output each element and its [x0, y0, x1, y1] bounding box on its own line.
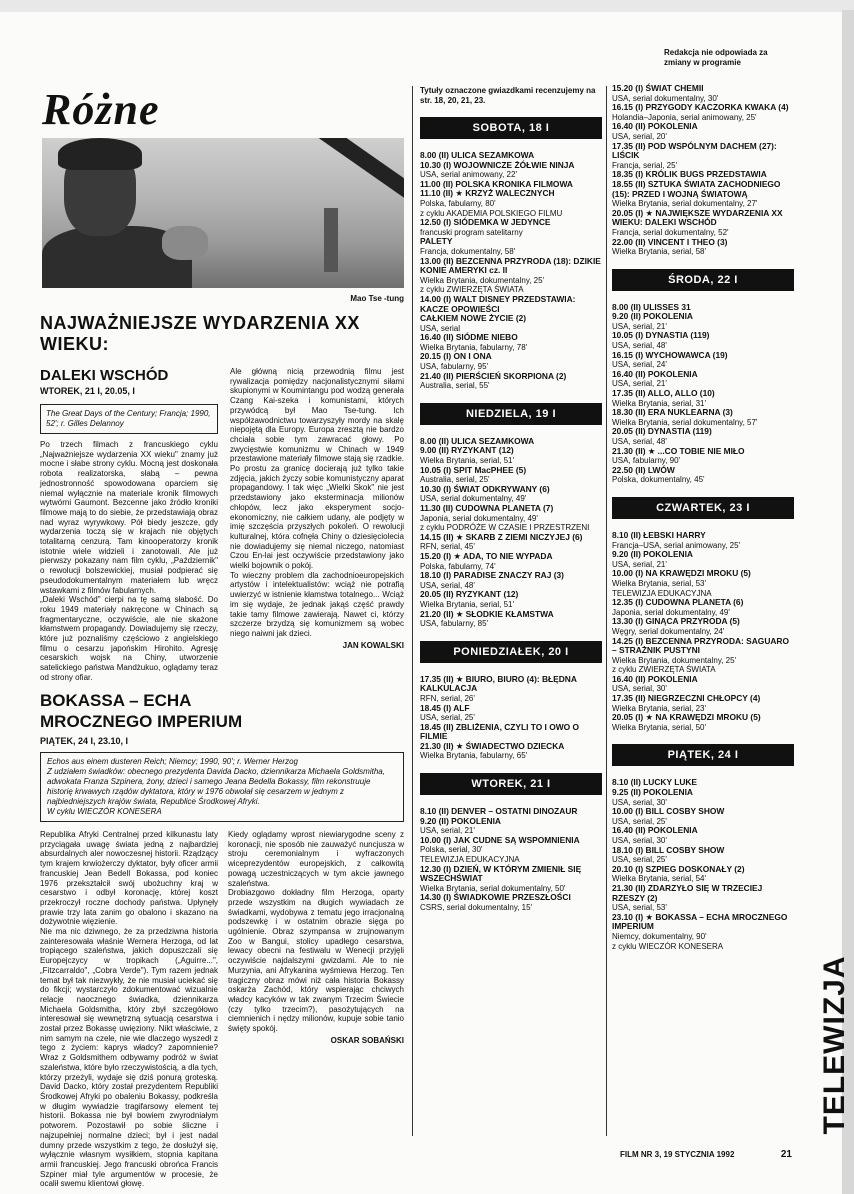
article1-right-column [230, 367, 404, 650]
program-title: 21.20 (II) ★ SŁODKIE KŁAMSTWA [420, 608, 554, 619]
program-title: 13.30 (I) GINĄCA PRZYRODA (5) [612, 616, 740, 627]
program-item [420, 295, 602, 314]
articles-column [38, 85, 404, 682]
program-item [420, 836, 602, 865]
program-description: Wielka Brytania, serial dokumentalny, 50' [420, 883, 566, 893]
program-item [420, 533, 602, 552]
program-item [612, 312, 794, 331]
program-item [420, 352, 602, 371]
program-item [420, 610, 602, 629]
program-title: 16.40 (II) POKOLENIA [612, 368, 698, 379]
program-item [420, 372, 602, 391]
program-item [612, 884, 794, 913]
program-description: Francja, serial dokumentalny, 52' [612, 227, 729, 237]
program-item [420, 257, 602, 295]
photo-figure-cap [58, 138, 142, 170]
day-header: WTOREK, 21 I [420, 773, 602, 795]
program-title: 15.20 (I) ★ ADA, TO NIE WYPADA [420, 550, 553, 561]
program-item [612, 531, 794, 550]
scan-top-edge [0, 0, 854, 12]
program-item [612, 694, 794, 713]
program-description: USA, serial, 30' [612, 684, 667, 694]
program-item [420, 218, 602, 237]
program-item [612, 370, 794, 389]
tv-listing-column-2 [612, 84, 794, 951]
article2-left-column [40, 830, 218, 1189]
article1-author: JAN KOWALSKI [342, 640, 404, 650]
article2-infobox: Echos aus einem dusteren Reich; Niemcy; 1990, 90'; r. Werner Herzog Z udziałem świadków: obecnego prezydenta Davida Dacko, dziennikarza Michaela Goldsmitha, adwokata Franza Szpinera, żony, dzieci i samego Jeana Bedella Bokassy, film rekonstruuje historię krwawych rządów dyktatora, który w 1976 obwołał się cesarzem w jednym z najbiedniejszych krajów świata, Republice Środkowej Afryki. W cyklu WIECZÓR KONESERA [40, 752, 404, 822]
program-item [612, 569, 794, 598]
program-title: 10.00 (I) NA KRAWĘDZI MROKU (5) [612, 568, 751, 579]
program-item [420, 723, 602, 742]
program-description: USA, fabularny, 85' [420, 619, 489, 629]
program-item [612, 238, 794, 257]
program-description: RFN, serial, 26' [420, 693, 475, 703]
program-title: 17.35 (II) POD WSPÓLNYM DACHEM (27): LIŚCIK [612, 140, 777, 161]
program-title: 18.45 (II) ZBLIŻENIA, CZYLI TO I OWO O FILMIE [420, 721, 579, 742]
program-description: USA, serial, 25' [612, 855, 667, 865]
article1-title: DALEKI WSCHÓD [40, 367, 169, 384]
program-item [612, 122, 794, 141]
program-item [612, 142, 794, 171]
program-item [420, 333, 602, 352]
article2-right-column [228, 830, 404, 1045]
program-description: USA, serial, 21' [612, 559, 667, 569]
program-item [612, 617, 794, 636]
tv-listing-column-1 [420, 86, 602, 913]
program-title: 11.30 (II) CUDOWNA PLANETA (7) [420, 503, 554, 513]
program-title: 16.15 (I) WYCHOWAWCA (19) [612, 349, 728, 360]
program-description: USA, serial animowany, 22' [420, 170, 517, 180]
program-description: CSRS, serial dokumentalny, 15' [420, 903, 533, 912]
program-title: 12.30 (I) DZIEŃ, W KTÓRYM ZMIENIŁ SIĘ WSZECHŚWIAT [420, 863, 582, 884]
program-description: Francja, dokumentalny, 58' [420, 246, 516, 256]
program-description: USA, serial [420, 323, 461, 333]
program-title: 16.15 (I) PRZYGODY KACZORKA KWAKA (4) [612, 102, 789, 113]
program-item [612, 103, 794, 122]
program-title: 20.10 (I) SZPIEG DOSKONAŁY (2) [612, 863, 745, 874]
program-title: 10.00 (I) BILL COSBY SHOW [612, 806, 725, 817]
program-description: USA, fabularny, 95' [420, 362, 489, 372]
program-title: 8.00 (II) ULICA SEZAMKOWA [420, 150, 535, 160]
program-item [420, 314, 602, 333]
program-title: 18.10 (I) BILL COSBY SHOW [612, 844, 725, 855]
program-title: 10.30 (I) ŚWIAT ODKRYWANY (6) [420, 483, 550, 494]
program-title: 18.35 (I) KRÓLIK BUGS PRZEDSTAWIA [612, 169, 767, 180]
program-description: Wielka Brytania, serial, 53' TELEWIZJA EDUKACYJNA [612, 578, 712, 598]
page-footer [620, 1150, 796, 1159]
article2-date: PIĄTEK, 24 I, 23.10, I [40, 736, 129, 746]
program-description: USA, serial, 24' [612, 360, 667, 370]
program-description: Japonia, serial dokumentalny, 49' [612, 607, 730, 617]
program-description: Wielka Brytania, fabularny, 65' [420, 751, 528, 761]
program-description: Wielka Brytania, serial, 23' [612, 703, 707, 713]
program-title: 21.30 (II) ★ ...CO TOBIE NIE MIŁO [612, 445, 745, 456]
program-item [420, 817, 602, 836]
program-item [420, 446, 602, 465]
program-title: 14.30 (I) ŚWIADKOWIE PRZESZŁOŚCI [420, 892, 571, 903]
program-description: Niemcy, dokumentalny, 90' z cyklu WIECZÓR KONESERA [612, 931, 724, 951]
program-item [420, 590, 602, 609]
program-description: RFN, serial, 45' [420, 542, 475, 552]
program-item [612, 826, 794, 845]
program-item [612, 637, 794, 675]
program-item [420, 704, 602, 723]
program-description: USA, serial, 21' [612, 379, 667, 389]
program-title: 14.25 (I) BEZCENNA PRZYRODA: SAGUARO – STRAŻNIK PUSTYNI [612, 635, 789, 656]
program-title: 20.05 (II) RYZYKANT (12) [420, 589, 519, 600]
program-title: 21.30 (II) ZDARZYŁO SIĘ W TRZECIEJ RZESZY (2) [612, 882, 763, 903]
program-title: 18.45 (I) ALF [420, 702, 470, 713]
program-description: USA, fabularny, 90' [612, 456, 681, 466]
program-description: USA, serial, 48' [612, 341, 667, 351]
program-item [612, 180, 794, 209]
photo-tower [324, 208, 338, 272]
day-header: ŚRODA, 22 I [612, 269, 794, 291]
program-description: Polska, fabularny, 74' [420, 561, 496, 571]
day-header: PONIEDZIAŁEK, 20 I [420, 641, 602, 663]
program-item [612, 865, 794, 884]
photo-mourning-sash [310, 138, 404, 201]
article2-paragraph-3: Kiedy oglądamy wprost niewiarygodne sceny z koronacji, nie sposób nie zauważyć nuncjusza w stroju ceremonialnym i wyfraczonych wiceprezydentów europejskich, z całkowitą powagą uczestniczących w tym akcie jawnego szaleństwa. [228, 830, 404, 888]
program-description: Australia, serial, 55' [420, 381, 490, 391]
program-item [612, 447, 794, 466]
program-title: 9.00 (II) RYZYKANT (12) [420, 445, 514, 456]
section-title: Różne [42, 85, 160, 134]
disclaimer: Redakcja nie odpowiada za zmiany w programie [664, 48, 768, 67]
article1-infobox: The Great Days of the Century; Francja; 1990, 52'; r. Gilles Delannoy [40, 404, 218, 434]
program-title: 20.05 (I) ★ NAJWIĘKSZE WYDARZENIA XX WIEKU: DALEKI WSCHÓD [612, 207, 783, 228]
program-title: 14.15 (II) ★ SKARB Z ZIEMI NICZYJEJ (6) [420, 531, 583, 542]
program-title: 22.50 (II) LWÓW [612, 464, 675, 475]
side-label [820, 940, 850, 1150]
program-description: Wielka Brytania, dokumentalny, 25' z cyklu ZWIERZĘTA ŚWIATA [612, 655, 737, 675]
program-description: Wielka Brytania, serial, 54' [612, 874, 707, 884]
series-title: NAJWAŻNIEJSZE WYDARZENIA XX WIEKU: [40, 313, 360, 354]
program-title: 16.40 (II) POKOLENIA [612, 825, 698, 836]
program-description: USA, serial, 21' [612, 321, 667, 331]
program-description: Wielka Brytania, dokumentalny, 25' z cyklu ZWIERZĘTA ŚWIATA [420, 275, 545, 295]
program-title: 16.40 (II) POKOLENIA [612, 673, 698, 684]
program-title: 9.25 (II) POKOLENIA [612, 787, 693, 798]
program-description: Wielka Brytania, serial, 51' [420, 456, 515, 466]
program-item [420, 571, 602, 590]
program-title: 10.05 (I) SPIT MacPHEE (5) [420, 464, 527, 475]
program-description: Węgry, serial dokumentalny, 24' [612, 626, 725, 636]
program-description: Polska, fabularny, 80' z cyklu AKADEMIA POLSKIEGO FILMU [420, 198, 563, 218]
program-title: 16.40 (II) POKOLENIA [612, 121, 698, 132]
article2-paragraph-4: Drobiazgowo dokładny film Herzoga, oparty przede wszystkim na długich wywiadach ze świadkami, wydobywa z tematu jego irracjonalną podszewkę i w ostatnim obrazie sięga po ugólnienie. Obraz szympansa w zrujnowanym Zoo w Bangui, stolicy upadłego cesarstwa, lewacy obecni na festiwalu w Wenecji przyjęli oczywiście najdalszymi gwizdami. Ale to nie Murzynia, ani Afrykanina wyśmiewa Herzog. Ten tragiczny obraz mówi niż cała historia Bokassy oskarża Zachód, który wspierając chciwych władcy kacyków w tak zwanym Trzecim Świecie (czy tylko trzecim?), pasożytujących na ciemnienich i nędzy milionów, kupuje sobie tanio święty spokój. [228, 888, 404, 1034]
program-item [612, 846, 794, 865]
program-item [420, 237, 602, 256]
photo-caption: Mao Tse -tung [350, 294, 404, 303]
program-title: 9.20 (II) POKOLENIA [612, 549, 693, 560]
program-item [420, 552, 602, 571]
article1-paragraph-1: Po trzech filmach z francuskiego cyklu „Najważniejsze wydarzenia XX wieku" znamy już mocne i słabe strony cyklu. Mocną jest doskonała robota realizatorska, słabą – pewna jednostronność spowodowana oparciem się niemal wyłącznie na materiale kronik filmowych wytwórni Gaumont. Bezcenne jako źródło kroniki filmowe mają to do siebie, że przedstawiają obraz nad wyraz wyrywkowy. Pół biedy jeszcze, gdy wydarzenia toczą się w krajach nie objętych totalitarną cenzurą. Tam kinooperatorzy kronik istotnie wiele widzieli i zanotowali. Ale już pierwszy pokazany nam film cyklu, „Październik" o rewolucji bolszewickiej, musiał podpierać się pseudodokumentalnym materiałem lub wręcz wstawkami z filmów fabularnych. [40, 440, 218, 595]
program-title: 8.00 (II) ULISSES 31 [612, 301, 691, 312]
page-number: 21 [780, 1149, 792, 1160]
program-item [420, 189, 602, 218]
program-title: 8.10 (II) DENVER – OSTATNI DINOZAUR [420, 806, 578, 817]
program-description: USA, serial, 53' [612, 903, 667, 913]
program-title: 18.30 (II) ERA NUKLEARNA (3) [612, 407, 733, 418]
program-description: Francja–USA, serial animowany, 25' [612, 540, 741, 550]
program-title: 8.10 (II) ŁEBSKI HARRY [612, 529, 706, 540]
article1-paragraph-4: To wieczny problem dla zachodnioeuropejskich artystów i intelektualistów: wciąż nie potrafią uwierzyć w istnienie kłamstwa totalnego... Wciąż im się wydaje, że jednak jakąś część prawdy takie tamy filmowe zawierają. Nawet ci, którzy szczerze brzydzą się komunizmem są wobec niego naiwni jak dzieci. [230, 570, 404, 638]
article2-author: OSKAR SOBAŃSKI [330, 1035, 404, 1045]
program-item [612, 550, 794, 569]
program-description: Francja, serial, 25' [612, 160, 678, 170]
program-description: Australia, serial, 25' [420, 475, 490, 485]
program-item [612, 913, 794, 951]
footer-issue: FILM NR 3, 19 STYCZNIA 1992 [620, 1150, 735, 1159]
program-title: 17.35 (II) ★ BIURO, BIURO (4): BŁĘDNA KALKULACJA [420, 673, 577, 694]
program-item [612, 408, 794, 427]
program-description: USA, serial, 30' [612, 797, 667, 807]
column-divider-1 [412, 86, 413, 1136]
program-description: francuski program satelitarny [420, 227, 523, 237]
program-title: 13.00 (II) BEZCENNA PRZYRODA (18): DZIKIE KONIE AMERYKI cz. II [420, 255, 601, 276]
program-item [420, 675, 602, 704]
day-header: SOBOTA, 18 I [420, 117, 602, 139]
program-item [612, 209, 794, 238]
program-description: Polska, serial, 30' TELEWIZJA EDUKACYJNA [420, 845, 520, 865]
program-title: 23.10 (I) ★ BOKASSA – ECHA MROCZNEGO IMPERIUM [612, 911, 788, 932]
program-title: 9.20 (II) POKOLENIA [612, 311, 693, 322]
program-item [612, 84, 794, 103]
program-description: USA, serial, 48' [420, 580, 475, 590]
program-item [420, 742, 602, 761]
program-title: 20.15 (I) ON I ONA [420, 351, 492, 362]
article2-title-line2: MROCZNEGO IMPERIUM [40, 712, 243, 731]
program-item [612, 331, 794, 350]
program-title: 21.40 (II) PIERŚCIEŃ SKORPIONA (2) [420, 370, 567, 381]
program-description: USA, serial dokumentalny, 30' [612, 93, 719, 103]
program-description: Wielka Brytania, serial, 58' [612, 247, 707, 257]
program-title: 11.00 (II) POLSKA KRONIKA FILMOWA [420, 178, 573, 189]
program-item [420, 161, 602, 180]
program-title: 20.05 (I) ★ NA KRAWĘDZI MROKU (5) [612, 712, 761, 723]
program-title: 9.20 (II) POKOLENIA [420, 815, 501, 826]
program-title: 21.30 (II) ★ ŚWIADECTWO DZIECKA [420, 740, 565, 751]
program-title: CAŁKIEM NOWE ŻYCIE (2) [420, 313, 527, 324]
program-title: 12.50 (I) SIÓDEMKA W JEDYNCE [420, 217, 551, 228]
program-item [420, 466, 602, 485]
program-item [420, 865, 602, 894]
program-description: Wielka Brytania, serial dokumentalny, 57' [612, 417, 758, 427]
program-item [612, 807, 794, 826]
photo-figure-hands [162, 226, 208, 260]
program-description: USA, serial dokumentalny, 49' [420, 494, 527, 504]
program-title: 18.10 (I) PARADISE ZNACZY RAJ (3) [420, 570, 564, 581]
program-description: Wielka Brytania, serial dokumentalny, 27' [612, 199, 758, 209]
program-description: Wielka Brytania, serial, 50' [612, 722, 707, 732]
program-item [612, 466, 794, 485]
program-title: 20.05 (II) DYNASTIA (119) [612, 426, 712, 437]
program-title: 11.10 (II) ★ KRZYŻ WALECZNYCH [420, 188, 555, 199]
program-title: 10.30 (I) WOJOWNICZE ŻÓŁWIE NINJA [420, 159, 575, 170]
program-title: 10.05 (I) DYNASTIA (119) [612, 330, 710, 341]
mao-photo [42, 138, 404, 288]
article1-date: WTOREK, 21 I, 20.05, I [40, 386, 135, 396]
program-title: 18.55 (II) SZTUKA ŚWIATA ZACHODNIEGO (15): PRZED I WOJNĄ ŚWIATOWĄ [612, 178, 781, 199]
article2-paragraph-1: Republika Afryki Centralnej przed kilkunastu laty przyciągała uwagę świata jedną z najbardziej absurdalnych aler nowoczesnej historii. Rządzący tym krajem krwiożerczy dyktator, były oficer armii francuskiej Jean Bedell Bokassa, pod koniec 1976 przekształcił swój ubożuchny kraj w cesarstwo i odbył koronację, której koszt przekroczył roczne dochody państwa. Upłynęły prawie trzy lata zanim go obalono i skazano na dożywotnie więzienie. [40, 830, 218, 927]
day-header: CZWARTEK, 23 I [612, 497, 794, 519]
program-title: 22.00 (II) VINCENT I THEO (3) [612, 236, 728, 247]
program-item [612, 675, 794, 694]
program-description: USA, serial, 25' [420, 713, 475, 723]
program-description: Japonia, serial dokumentalny, 49' z cyklu PODRÓŻE W CZASIE I PRZESTRZENI [420, 513, 590, 533]
day-header: NIEDZIELA, 19 I [420, 403, 602, 425]
article2-paragraph-2: Nie ma nic dziwnego, że za przedziwna historia zainteresowała właśnie Wernera Herzoga, od lat tropiącego szaleństwa, jakich dopuszczali się Europejczycy w tropikach („Aguirre...", „Fitzcarraldo", „Cobra Verde"). Tym razem jednak temat był tak niezwykły, że nie musiał uciekać się do fikcji; wystarczyło zdokumentować wizualnie relacje naocznego świadka, dziennikarza Michaela Goldsmitha, który zbył szczegółowo interesował się wewnętrzną sytuacją cesarstwa i został przez Bokassę uwięziony. Nikt właściwie, z nim samym na czele, nie wie dlaczego wyszedł z tego z życiem: kaprys władcy? zapomnienie? Wraz z Goldsmithem odbywamy podróż w świat szaleństwa, które było rzeczywistością, a dla tych, którzy przeżyli, wydaje się dziś ponurą groteską. David Dacko, który został prezydentem Republiki Środkowej Afryki po obaleniu Bokassy, podkreśla w długim wywiadzie tragifarsowy element tej historii. Bokassa nie był bowiem zwyrodniałym potworem. Pozostawił po sobie śliczne i najzupełniej normalne dzieci; był i jest nadal dumny przede wszystkim z tego, że dosłużył się, wyłącznie własnym wysiłkiem, stopnia kapitana armii francuskiej. Jego francuski obrońca Francis Szpiner miał tyle argumentów w procesie, że ocalił swemu klientowi głowę. [40, 927, 218, 1189]
program-title: 15.20 (I) ŚWIAT CHEMII [612, 83, 704, 93]
program-item [612, 713, 794, 732]
program-description: Holandia–Japonia, serial animowany, 25' [612, 112, 757, 122]
program-item [612, 389, 794, 408]
program-title: 16.40 (II) SIÓDME NIEBO [420, 332, 518, 343]
program-description: Wielka Brytania, fabularny, 78' [420, 342, 528, 352]
program-title: 14.00 (I) WALT DISNEY PRZEDSTAWIA: KACZE OPOWIEŚCI [420, 293, 576, 314]
article-bokassa [40, 690, 404, 1189]
program-title: 8.00 (II) ULICA SEZAMKOWA [420, 435, 535, 446]
program-description: Polska, dokumentalny, 45' [612, 475, 705, 485]
side-label-text: TELEWIZJA [818, 955, 851, 1135]
program-description: USA, serial, 21' [420, 826, 475, 836]
program-item [420, 485, 602, 504]
program-title: 12.35 (I) CUDOWNA PLANETA (6) [612, 597, 744, 608]
column-divider-2 [606, 86, 607, 1136]
article1-left-column [40, 367, 218, 683]
program-description: USA, serial, 48' [612, 437, 667, 446]
program-title: 10.00 (I) JAK CUDNE SĄ WSPOMNIENIA [420, 834, 580, 845]
program-description: USA, serial, 30' [612, 836, 667, 845]
article1-paragraph-3: Ale główną nicią przewodnią filmu jest rywalizacja pomiędzy nacjonalistycznymi siłami skupionymi w Koumintangu pod wodzą generała Czang Kai-szeka i komunistami, których przywódcą był Mao Tse-tung. Ich współzawodnictwu towarzyszyły mordy na skalę niepojętą dla Europy. Europa zresztą nie bardzo chciała sobie tym zawracać głowy. Po zwycięstwie komunizmu w Chinach w 1949 przestawione materiały filmowe stają się rzadkie. Po prostu za granicę docierają już tylko takie zdjęcia, jakich życzy sobie komunistyczny aparat propagandowy. I tak więc „Wielki Skok" nie jest przedstawiony jako eksterminacja milionów chłopów, lecz jako eksperyment socjo-ekonomiczny, nie całkiem udany, ale podjęty w imię szczęścia przyszłych pokoleń. O rewolucji kulturalnej, która cofnęła Chiny o dziesięciolecia nie dowiadujemy się niemal niczego, natomiast Czou En-lai jest oczywiście przedstawiony jako wielki bojownik o pokój. [230, 367, 404, 571]
program-description: Wielka Brytania, serial, 31' [612, 398, 707, 408]
program-item [612, 351, 794, 370]
program-description: Wielka Brytania, serial, 51' [420, 599, 515, 609]
program-item [420, 893, 602, 912]
program-title: PALETY [420, 236, 453, 247]
article1-paragraph-2: „Daleki Wschód" cierpi na tę samą słabość. Do roku 1949 materiały nakręcone w Chinach są fragmentaryczne, oczywiście, ale nie skażone kłamstwem propagandy. Dowiadujemy się rzeczy, które już poznaliśmy częściowo z angielskiego filmu o cesarzu japońskim Hirohito. Agresję cesarskich wojsk na Chiny, utworzenie satelickiego państwa Mandżukuo, oglądamy teraz od strony ofiar. [40, 595, 218, 682]
program-item [420, 504, 602, 533]
program-description: USA, serial, 20' [612, 131, 667, 141]
program-item [612, 598, 794, 617]
program-description: USA, serial, 25' [612, 816, 667, 826]
article2-title-line1: BOKASSA – ECHA [40, 691, 192, 710]
tv-intro: Tytuły oznaczone gwiazdkami recenzujemy na str. 18, 20, 21, 23. [420, 86, 596, 105]
day-header: PIĄTEK, 24 I [612, 744, 794, 766]
program-title: 17.35 (II) ALLO, ALLO (10) [612, 388, 715, 399]
program-title: 17.35 (II) NIEGRZECZNI CHŁOPCY (4) [612, 693, 761, 704]
program-item [612, 427, 794, 446]
program-item [612, 788, 794, 807]
program-title: 8.10 (II) LUCKY LUKE [612, 777, 698, 788]
